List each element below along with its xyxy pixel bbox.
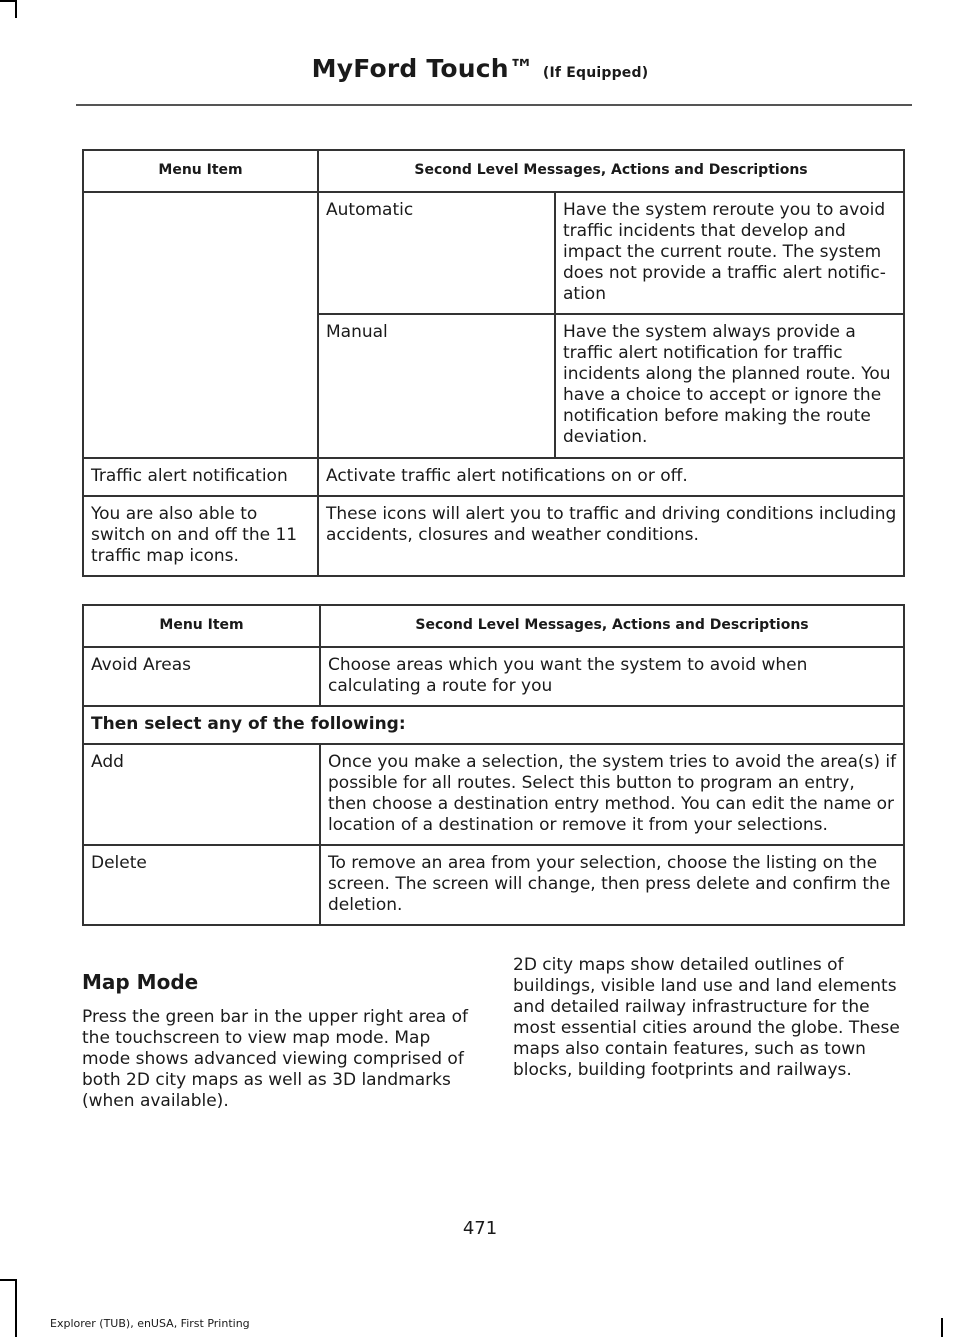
table-row: [83, 458, 904, 496]
description-cell: Activate traffic alert notifications on or off.: [318, 458, 904, 496]
table-row: [83, 845, 904, 925]
crop-mark: [0, 1279, 17, 1281]
left-column: [82, 972, 475, 1112]
menu-item-cell: Avoid Areas: [83, 647, 320, 706]
table-row: [83, 496, 904, 576]
header-subtitle: (If Equipped): [542, 65, 649, 81]
option-description: Have the system reroute you to avoid traffic incidents that develop and impact the current route. The system does not provide a traffic alert notific-ation: [554, 193, 903, 313]
nested-row: [319, 193, 903, 313]
table-header-row: [83, 150, 904, 192]
description-cell: Choose areas which you want the system to avoid when calculating a route for you: [320, 647, 904, 706]
col-header-menu-item: Menu Item: [83, 150, 318, 192]
section-heading: Map Mode: [82, 970, 199, 994]
menu-item-cell: You are also able to switch on and off the 11 traffic map icons.: [83, 496, 318, 576]
page-number: 471: [462, 1218, 498, 1239]
section-subheading: Then select any of the following:: [83, 706, 904, 744]
header-divider: [76, 104, 912, 106]
option-name: Manual: [326, 322, 388, 342]
col-header-description: Second Level Messages, Actions and Descriptions: [318, 150, 904, 192]
crop-mark: [941, 1318, 943, 1337]
col-header-description: Second Level Messages, Actions and Descriptions: [320, 605, 904, 647]
description-cell: Once you make a selection, the system tries to avoid the area(s) if possible for all routes. Select this button to program an entry, then choose a destination entry method. You can edit the name or location of a destination or remove it from your selections.: [320, 744, 904, 845]
table-header-row: [83, 605, 904, 647]
header-title: MyFord Touch™: [311, 54, 534, 83]
paragraph: 2D city maps show detailed outlines of buildings, visible land use and land elements and detailed railway infrastructure for the most essential cities around the globe. These maps also contain features, such as town blocks, building footprints and railways.: [513, 955, 900, 1080]
page-header: [0, 54, 960, 83]
nested-row: [319, 313, 903, 457]
description-cell: To remove an area from your selection, choose the listing on the screen. The screen will change, then press delete and confirm the deletion.: [320, 845, 904, 925]
empty-menu-cell: [83, 192, 318, 458]
option-name: Automatic: [326, 200, 414, 220]
crop-mark: [15, 0, 17, 18]
table-row: [83, 192, 904, 458]
right-column: [513, 955, 907, 1081]
table-row: [83, 706, 904, 744]
footer-text: Explorer (TUB), enUSA, First Printing: [50, 1317, 250, 1330]
table-row: [83, 744, 904, 845]
menu-item-cell: Delete: [83, 845, 320, 925]
crop-mark: [15, 1279, 17, 1337]
nested-options-cell: [318, 192, 904, 458]
description-cell: These icons will alert you to traffic and driving conditions including accidents, closures and weather conditions.: [318, 496, 904, 576]
menu-item-cell: Traffic alert notification: [83, 458, 318, 496]
paragraph: Press the green bar in the upper right area of the touchscreen to view map mode. Map mode shows advanced viewing comprised of both 2D city maps as well as 3D landmarks (when available).: [82, 1007, 469, 1111]
col-header-menu-item: Menu Item: [83, 605, 320, 647]
table-row: [83, 647, 904, 706]
option-description: Have the system always provide a traffic alert notification for traffic incidents along the planned route. You have a choice to accept or ignore the notification before making the route deviation.: [554, 315, 903, 457]
menu-item-cell: Add: [83, 744, 320, 845]
traffic-menu-table: [82, 149, 905, 577]
avoid-areas-table: [82, 604, 905, 926]
